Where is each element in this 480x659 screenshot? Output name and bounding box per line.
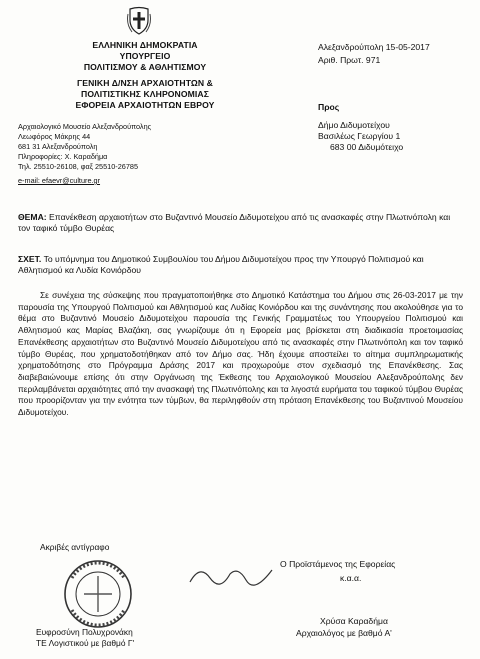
reference-block: [18, 254, 463, 276]
place-date: Αλεξανδρούπολη 15-05-2017: [318, 42, 430, 52]
recipient-line-3: 683 00 Διδυμότειχο: [330, 142, 404, 152]
body-paragraph: Σε συνέχεια της σύσκεψης που πραγματοποιήθηκε στο Δημοτικό Κατάστημα του Δήμου στις 26-03-2017 με την παρουσία της Υπουργού Πολιτισμού και Αθλητισμού κας Λυδίας Κονιόρδου και της συνάντησης που ακολούθησε για το θέμα στο Βυζαντινό Μουσείο Διδυμοτείχου παρουσία της Γενικής Γραμματέως του Υπουργείου Πολιτισμού και Αθλητισμού κας Μαρίας Βλαζάκη, σας γνωρίζουμε ότι η Εφορεία μας βρίσκεται στη διαδικασία προετοιμασίας Επανέκθεσης αρχαιοτήτων στο Βυζαντινό Μουσείο Διδυμοτείχου από τις ανασκαφές στην Πλωτινόπολη και τον ταφικό τύμβο Θυρέας, που χρηματοδοτήθηκαν από τον Δήμο σας. Ήδη έχουμε αποστείλει το αίτημα συμπληρωματικής χρηματοδότησης στο Πρόγραμμα Δράσης 2017 και προχωρούμε στον σχεδιασμό της Επανέκθεσης. Σας διαβεβαιώνουμε επίσης ότι στην Οργάνωση της Έκθεσης του Αρχαιολογικού Μουσείου Αλεξανδρούπολης δεν περιλαμβάνεται αρχαιότητες από την ανασκαφή της Πλωτινόπολης και τα λιγοστά ευρήματα του ταφικού τύμβου Θυρέας που προορίζονταν για την ενότητα των τύμβων, θα περιληφθούν στη πρόταση Επανέκθεσης του Βυζαντινού Μουσείου Διδυμοτείχου.: [18, 290, 463, 418]
recipient-line-2: Βασιλέως Γεωργίου 1: [318, 131, 401, 141]
org-line-heritage: ΠΟΛΙΤΙΣΤΙΚΗΣ ΚΛΗΡΟΝΟΜΙΑΣ: [81, 89, 209, 99]
org-line-ephorate: ΕΦΟΡΕΙΑ ΑΡΧΑΙΟΤΗΤΩΝ ΕΒΡΟΥ: [75, 100, 215, 110]
copy-signer-title: ΤΕ Λογιστικού με βαθμό Γ': [36, 638, 135, 648]
org-line-directorate: ΓΕΝΙΚΗ Δ/ΝΣΗ ΑΡΧΑΙΟΤΗΤΩΝ &: [77, 78, 213, 88]
signature-scribble-icon: [186, 560, 276, 590]
signature-heading: Ο Προϊστάμενος της Εφορείας: [280, 559, 396, 569]
contact-street: Λεωφόρος Μάκρης 44: [18, 132, 91, 141]
official-stamp-icon: [62, 558, 134, 630]
subject-block: [18, 212, 463, 234]
org-line-ministry: ΥΠΟΥΡΓΕΙΟ: [119, 51, 171, 61]
contact-postcode: 681 31 Αλεξανδρούπολη: [18, 142, 98, 151]
recipient-label: Προς: [318, 102, 340, 112]
contact-phone: Τηλ. 25510-26108, φαξ 25510-26785: [18, 162, 139, 171]
contact-email: e-mail: efaevr@culture.gr: [18, 176, 101, 185]
protocol-number: Αριθ. Πρωτ. 971: [318, 55, 381, 65]
signer-name: Χρύσα Καραδήμα: [320, 616, 388, 626]
reference-text: Το υπόμνημα του Δημοτικού Συμβουλίου του Δήμου Διδυμοτείχου προς την Υπουργό Πολιτισμού και Αθλητισμού κα Λυδία Κονιόρδου: [18, 254, 424, 275]
copy-signer-name: Ευφροσύνη Πολυχρονάκη: [36, 627, 133, 637]
contact-info: Πληροφορίες: Χ. Καραδήμα: [18, 152, 108, 161]
signer-title: Αρχαιολόγος με βαθμό Α': [296, 628, 392, 638]
org-line-republic: ΕΛΛΗΝΙΚΗ ΔΗΜΟΚΡΑΤΙΑ: [92, 40, 198, 50]
signature-kaa: κ.α.α.: [340, 573, 362, 583]
certified-copy-label: Ακριβές αντίγραφο: [40, 542, 110, 552]
recipient-line-1: Δήμο Διδυμοτείχου: [318, 120, 390, 130]
org-line-ministry-name: ΠΟΛΙΤΙΣΜΟΥ & ΑΘΛΗΤΙΣΜΟΥ: [83, 62, 207, 72]
greek-coat-of-arms-icon: [126, 6, 152, 36]
contact-museum: Αρχαιολογικό Μουσείο Αλεξανδρούπολης: [18, 122, 152, 131]
subject-label: ΘΕΜΑ:: [18, 212, 47, 222]
subject-text: Επανέκθεση αρχαιοτήτων στο Βυζαντινό Μουσείο Διδυμοτείχου από τις ανασκαφές στην Πλωτινόπολη και τον ταφικό τύμβο Θυρέας: [18, 212, 451, 233]
reference-label: ΣΧΕΤ.: [18, 254, 42, 264]
